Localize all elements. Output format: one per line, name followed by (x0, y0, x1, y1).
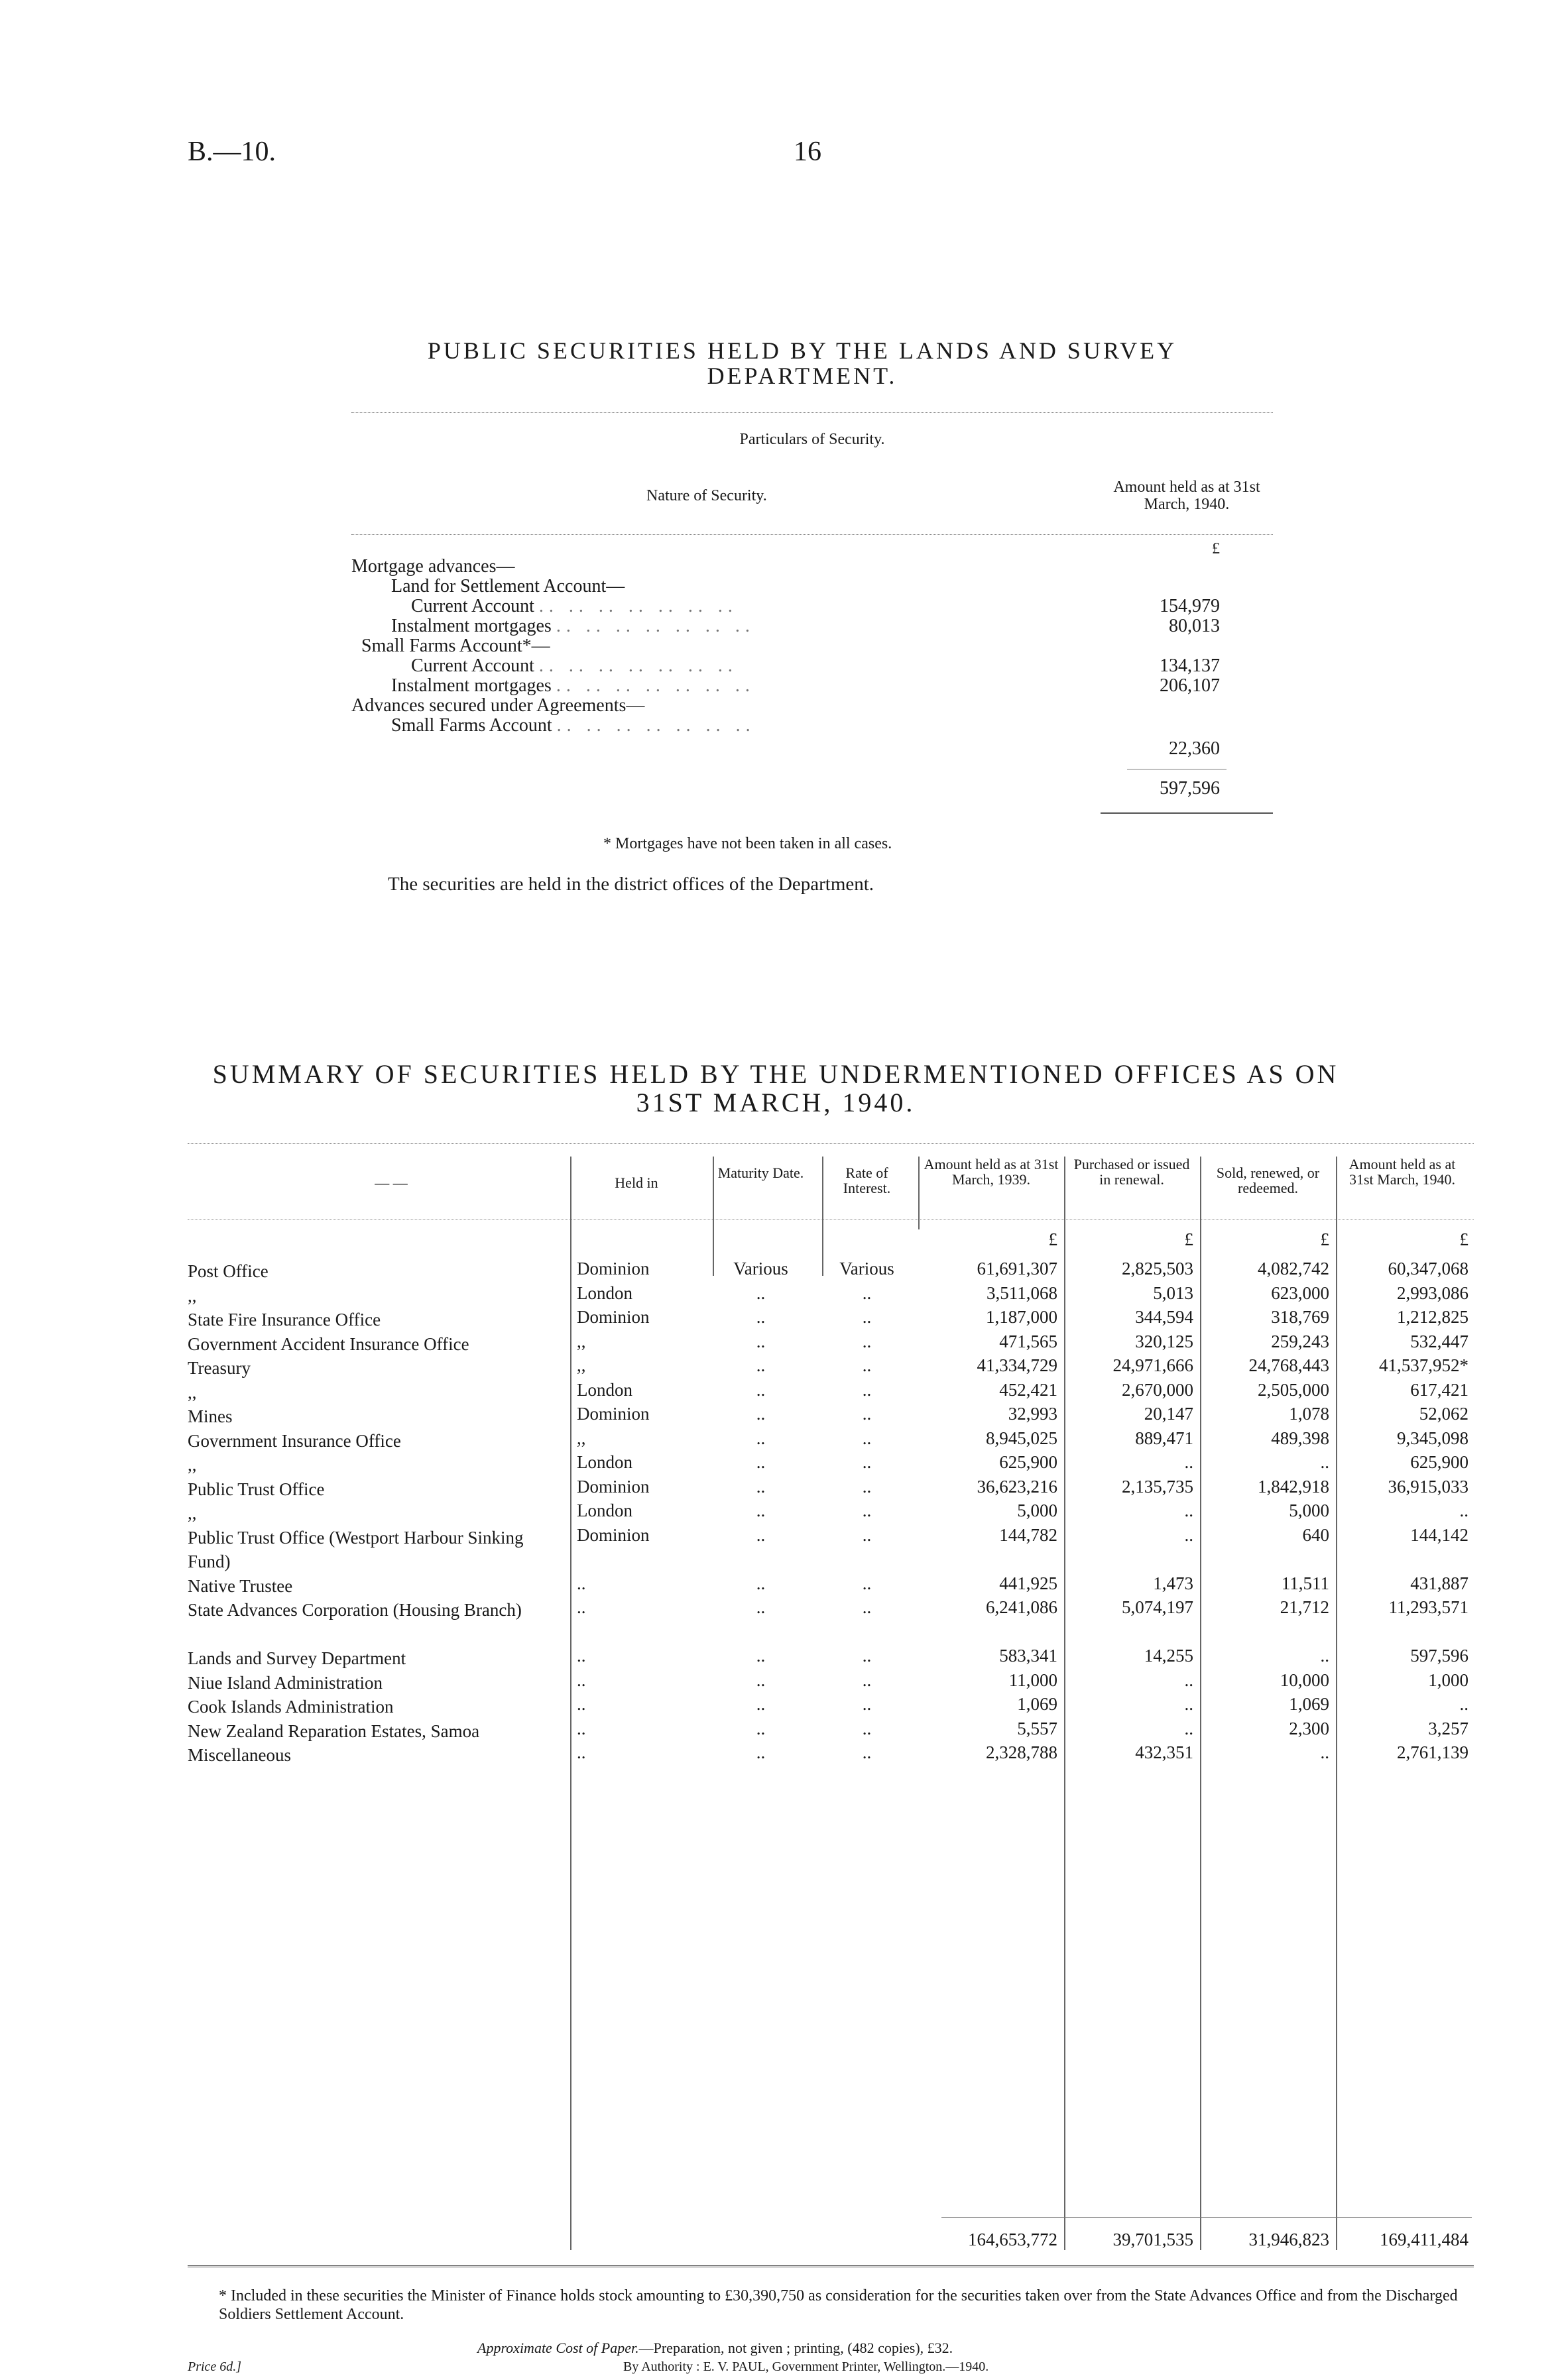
amount-column-header: Amount held as at 31st March, 1940. (1113, 479, 1260, 513)
cell-held: ,, (577, 1428, 586, 1448)
cell-sold: .. (1320, 1742, 1329, 1762)
cell-held: .. (577, 1670, 586, 1690)
cell-office: ,, (188, 1382, 197, 1402)
cell-sold: 1,078 (1289, 1404, 1329, 1424)
leader-dots: .. .. .. .. .. .. .. (538, 596, 738, 616)
cell-held: .. (577, 1597, 586, 1617)
cell-office: ,, (188, 1503, 197, 1523)
cost-of-paper (477, 2340, 953, 2357)
cell-purchased: 320,125 (1135, 1331, 1193, 1351)
cell-sold: .. (1320, 1646, 1329, 1666)
cell-maturity: .. (756, 1476, 766, 1497)
particulars-heading: Particulars of Security. (739, 431, 885, 448)
cell-maturity: .. (756, 1742, 766, 1762)
lands-row (361, 636, 550, 656)
cell-a1939: 471,565 (999, 1331, 1057, 1351)
cell-maturity: .. (756, 1524, 766, 1545)
amount-cell: 80,013 (1169, 616, 1220, 636)
cell-held: London (577, 1501, 632, 1520)
rate-column-header: Rate of Interest. (843, 1164, 891, 1196)
cell-sold: 2,300 (1289, 1718, 1329, 1738)
row-label: Instalment mortgages (391, 616, 552, 636)
cell-purchased: 344,594 (1135, 1307, 1193, 1327)
leader-dots: .. .. .. .. .. .. .. (538, 655, 738, 676)
cell-purchased: .. (1184, 1452, 1193, 1472)
cell-a1940: 144,142 (1410, 1524, 1468, 1545)
cell-a1940: 431,887 (1410, 1573, 1468, 1593)
row-label: Current Account (411, 655, 534, 676)
cell-a1939: 3,511,068 (987, 1282, 1057, 1303)
row-label: Small Farms Account (391, 715, 552, 736)
cell-maturity: .. (756, 1646, 766, 1666)
cell-sold: 623,000 (1271, 1282, 1329, 1303)
cell-rate: .. (862, 1597, 872, 1617)
row-label: Land for Settlement Account— (391, 576, 625, 596)
cell-rate: .. (862, 1404, 872, 1424)
held-in-column-header: Held in (615, 1174, 658, 1191)
cell-purchased: 432,351 (1135, 1742, 1193, 1762)
divider (188, 1219, 1474, 1220)
cell-purchased: .. (1184, 1670, 1193, 1690)
column-rule (570, 1157, 571, 2250)
cell-held: London (577, 1379, 632, 1400)
cell-maturity: .. (756, 1718, 766, 1738)
leader-dots: .. .. .. .. .. .. .. (556, 715, 756, 736)
cell-a1940: 41,537,952* (1379, 1355, 1468, 1375)
currency-symbol: £ (1459, 1229, 1468, 1249)
cell-office: Public Trust Office (188, 1479, 325, 1499)
cell-office: Cook Islands Administration (188, 1697, 394, 1717)
cell-held: .. (577, 1742, 586, 1762)
cell-rate: .. (862, 1501, 872, 1520)
cell-purchased: 20,147 (1144, 1404, 1193, 1424)
total-1939: 164,653,772 (968, 2230, 1057, 2249)
cell-rate: .. (862, 1476, 872, 1497)
column-rule (1064, 1157, 1065, 2250)
cell-rate: .. (862, 1428, 872, 1448)
printer-authority: By Authority : E. V. PAUL, Government Printer, Wellington.—1940. (623, 2359, 989, 2374)
cell-maturity: .. (756, 1282, 766, 1303)
cell-a1939: 8,945,025 (986, 1428, 1057, 1448)
divider (351, 534, 1273, 535)
cell-a1940: 1,212,825 (1397, 1307, 1468, 1327)
cell-held: Dominion (577, 1404, 650, 1424)
lands-row (351, 557, 514, 577)
cell-a1940: 60,347,068 (1388, 1259, 1468, 1278)
cell-maturity: .. (756, 1597, 766, 1617)
cell-office: Lands and Survey Department (188, 1648, 406, 1668)
cell-a1939: 144,782 (999, 1524, 1057, 1545)
cell-held: ,, (577, 1331, 586, 1351)
cell-rate: .. (862, 1573, 872, 1593)
lands-row (391, 616, 755, 636)
divider (351, 412, 1273, 413)
cell-office: Native Trustee (188, 1575, 293, 1596)
cell-sold: 2,505,000 (1258, 1379, 1329, 1400)
cell-office: Treasury (188, 1358, 251, 1378)
cell-purchased: 2,135,735 (1122, 1476, 1193, 1497)
currency-symbol: £ (1320, 1229, 1329, 1249)
lands-row (391, 676, 755, 696)
cell-office: State Advances Corporation (Housing Branch) (188, 1600, 522, 1620)
cell-sold: 21,712 (1280, 1597, 1329, 1617)
cell-maturity: Various (733, 1259, 788, 1278)
cell-office: Mines (188, 1406, 233, 1426)
lands-row (391, 716, 756, 736)
cell-held: .. (577, 1646, 586, 1666)
cell-a1939: 625,900 (999, 1452, 1057, 1472)
cost-label: Approximate Cost of Paper. (477, 2340, 639, 2356)
cell-sold: 5,000 (1289, 1501, 1329, 1520)
cell-a1939: 36,623,216 (977, 1476, 1057, 1497)
currency-symbol: £ (1184, 1229, 1193, 1249)
cell-a1940: 36,915,033 (1388, 1476, 1468, 1497)
leader-dots: .. .. .. .. .. .. .. (556, 616, 755, 636)
cell-sold: 4,082,742 (1258, 1259, 1329, 1278)
sum-rule (941, 2217, 1472, 2218)
cell-held: .. (577, 1694, 586, 1714)
cell-rate: .. (862, 1307, 872, 1327)
cell-office: New Zealand Reparation Estates, Samoa (188, 1721, 480, 1741)
row-label: Instalment mortgages (391, 675, 552, 696)
maturity-column-header: Maturity Date. (717, 1164, 804, 1181)
cell-purchased: 5,013 (1153, 1282, 1193, 1303)
row-label: Advances secured under Agreements— (351, 695, 645, 716)
sold-column-header: Sold, renewed, or redeemed. (1216, 1164, 1320, 1196)
cell-a1939: 2,328,788 (986, 1742, 1057, 1762)
page-number: 16 (794, 137, 821, 167)
purchased-column-header: Purchased or issued in renewal. (1073, 1156, 1190, 1188)
cell-maturity: .. (756, 1355, 766, 1375)
cell-sold: 11,511 (1281, 1573, 1329, 1593)
cell-purchased: 24,971,666 (1112, 1355, 1193, 1375)
cell-a1939: 1,187,000 (986, 1307, 1057, 1327)
leader-dots: .. .. .. .. .. .. .. (556, 675, 755, 696)
cell-sold: 489,398 (1271, 1428, 1329, 1448)
cell-sold: 1,842,918 (1258, 1476, 1329, 1497)
cell-purchased: 14,255 (1144, 1646, 1193, 1666)
cell-office: ,, (188, 1455, 197, 1475)
price (188, 2359, 241, 2375)
amount-cell: 154,979 (1160, 596, 1220, 616)
divider (188, 1143, 1474, 1144)
table-bottom-rule (188, 2265, 1474, 2267)
cell-a1939: 41,334,729 (977, 1355, 1057, 1375)
cell-purchased: 1,473 (1153, 1573, 1193, 1593)
cell-sold: .. (1320, 1452, 1329, 1472)
cell-office: State Fire Insurance Office (188, 1310, 381, 1330)
cell-purchased: .. (1184, 1718, 1193, 1738)
cell-a1939: 441,925 (999, 1573, 1057, 1593)
cell-a1940: 9,345,098 (1397, 1428, 1468, 1448)
lands-total: 597,596 (1160, 778, 1220, 799)
cell-a1940: 2,761,139 (1397, 1742, 1468, 1762)
cell-a1940: 52,062 (1419, 1404, 1468, 1424)
table-bottom-rule (1101, 812, 1273, 814)
cell-rate: .. (862, 1355, 872, 1375)
cell-a1939: 5,000 (1017, 1501, 1057, 1520)
cell-rate: .. (862, 1452, 872, 1472)
amount-cell: 206,107 (1160, 675, 1220, 696)
cell-office: Government Insurance Office (188, 1430, 401, 1451)
cell-maturity: .. (756, 1428, 766, 1448)
cell-rate: .. (862, 1670, 872, 1690)
column-rule (822, 1157, 823, 1276)
cell-sold: 318,769 (1271, 1307, 1329, 1327)
cell-a1939: 5,557 (1017, 1718, 1057, 1738)
lands-table-title: PUBLIC SECURITIES HELD BY THE LANDS AND SURVEY DEPARTMENT. (427, 337, 1177, 389)
cell-maturity: .. (756, 1573, 766, 1593)
summary-title-line1: SUMMARY OF SECURITIES HELD BY THE UNDERMENTIONED OFFICES AS ON (212, 1059, 1339, 1089)
summary-footnote: * Included in these securities the Minister of Finance holds stock amounting to £30,390,750 as consideration for the securities taken over from the State Advances Office and from the Discharged Soldiers Settlement Account. (219, 2287, 1458, 2323)
lands-note: The securities are held in the district offices of the Department. (388, 874, 874, 895)
column-rule (1336, 1157, 1337, 2250)
cell-maturity: .. (756, 1694, 766, 1714)
blank-column-header: — — (375, 1174, 408, 1191)
cell-sold: 640 (1302, 1524, 1329, 1545)
amount-cell: 22,360 (1169, 738, 1220, 759)
document-reference: B.—10. (188, 137, 276, 167)
cell-a1940: 11,293,571 (1388, 1597, 1468, 1617)
cell-rate: .. (862, 1282, 872, 1303)
cell-maturity: .. (756, 1379, 766, 1400)
cell-office: ,, (188, 1285, 197, 1306)
cell-maturity: .. (756, 1452, 766, 1472)
cell-purchased: 889,471 (1135, 1428, 1193, 1448)
cell-purchased: 2,670,000 (1122, 1379, 1193, 1400)
row-label: Small Farms Account*— (361, 636, 550, 656)
total-sold: 31,946,823 (1248, 2230, 1329, 2249)
cell-a1939: 583,341 (999, 1646, 1057, 1666)
column-rule (918, 1157, 920, 1229)
total-purchased: 39,701,535 (1112, 2230, 1193, 2249)
cost-text: —Preparation, not given ; printing, (482 copies), £32. (638, 2340, 953, 2356)
cell-a1940: 532,447 (1410, 1331, 1468, 1351)
cell-sold: 259,243 (1271, 1331, 1329, 1351)
cell-purchased: .. (1184, 1694, 1193, 1714)
cell-a1940: 2,993,086 (1397, 1282, 1468, 1303)
amount-1940-column-header: Amount held as at 31st March, 1940. (1348, 1156, 1456, 1188)
currency-symbol: £ (1048, 1229, 1057, 1249)
price-label: Price 6d.] (188, 2359, 242, 2374)
row-label: Mortgage advances— (351, 556, 515, 577)
lands-row (411, 596, 738, 616)
cell-a1939: 32,993 (1008, 1404, 1057, 1424)
cell-a1940: 625,900 (1410, 1452, 1468, 1472)
cell-a1940: 1,000 (1428, 1670, 1468, 1690)
cell-maturity: .. (756, 1670, 766, 1690)
cell-rate: .. (862, 1331, 872, 1351)
cell-office: Government Accident Insurance Office (188, 1333, 469, 1354)
cell-held: Dominion (577, 1307, 650, 1327)
cell-purchased: 2,825,503 (1122, 1259, 1193, 1278)
cell-sold: 10,000 (1280, 1670, 1329, 1690)
cell-a1939: 61,691,307 (977, 1259, 1057, 1278)
total-1940: 169,411,484 (1380, 2230, 1468, 2249)
cell-office: Post Office (188, 1261, 269, 1281)
cell-held: ,, (577, 1355, 586, 1375)
cell-rate: .. (862, 1646, 872, 1666)
summary-title-line2: 31ST MARCH, 1940. (636, 1088, 916, 1117)
cell-a1940: 597,596 (1410, 1646, 1468, 1666)
cell-rate: .. (862, 1718, 872, 1738)
cell-held: .. (577, 1718, 586, 1738)
lands-footnote: * Mortgages have not been taken in all cases. (603, 835, 892, 852)
lands-row (411, 656, 738, 676)
cell-rate: Various (839, 1259, 894, 1278)
cell-a1939: 452,421 (999, 1379, 1057, 1400)
cell-held: London (577, 1282, 632, 1303)
cell-rate: .. (862, 1524, 872, 1545)
row-label: Current Account (411, 596, 534, 616)
cell-held: .. (577, 1573, 586, 1593)
cell-maturity: .. (756, 1307, 766, 1327)
cell-rate: .. (862, 1379, 872, 1400)
cell-sold: 24,768,443 (1248, 1355, 1329, 1375)
cell-a1939: 1,069 (1017, 1694, 1057, 1714)
cell-maturity: .. (756, 1331, 766, 1351)
cell-held: Dominion (577, 1259, 650, 1278)
cell-office: Public Trust Office (Westport Harbour Sinking Fund) (188, 1527, 524, 1571)
lands-row (391, 577, 625, 596)
cell-maturity: .. (756, 1404, 766, 1424)
cell-a1940: .. (1459, 1694, 1468, 1714)
cell-held: Dominion (577, 1524, 650, 1545)
cell-a1940: 3,257 (1428, 1718, 1468, 1738)
lands-row (351, 696, 644, 716)
cell-office: Niue Island Administration (188, 1672, 383, 1693)
cell-held: Dominion (577, 1476, 650, 1497)
cell-a1940: 617,421 (1410, 1379, 1468, 1400)
nature-column-header: Nature of Security. (646, 487, 767, 504)
amount-cell: 134,137 (1160, 655, 1220, 676)
cell-rate: .. (862, 1694, 872, 1714)
cell-a1939: 11,000 (1008, 1670, 1057, 1690)
cell-a1939: 6,241,086 (986, 1597, 1057, 1617)
cell-maturity: .. (756, 1501, 766, 1520)
cell-rate: .. (862, 1742, 872, 1762)
cell-sold: 1,069 (1289, 1694, 1329, 1714)
cell-purchased: .. (1184, 1524, 1193, 1545)
cell-office: Miscellaneous (188, 1745, 291, 1765)
cell-purchased: .. (1184, 1501, 1193, 1520)
cell-held: London (577, 1452, 632, 1472)
column-rule (713, 1157, 714, 1276)
cell-a1940: .. (1459, 1501, 1468, 1520)
column-rule (1200, 1157, 1201, 2250)
currency-symbol: £ (1212, 540, 1220, 557)
amount-1939-column-header: Amount held as at 31st March, 1939. (924, 1156, 1059, 1188)
cell-purchased: 5,074,197 (1122, 1597, 1193, 1617)
